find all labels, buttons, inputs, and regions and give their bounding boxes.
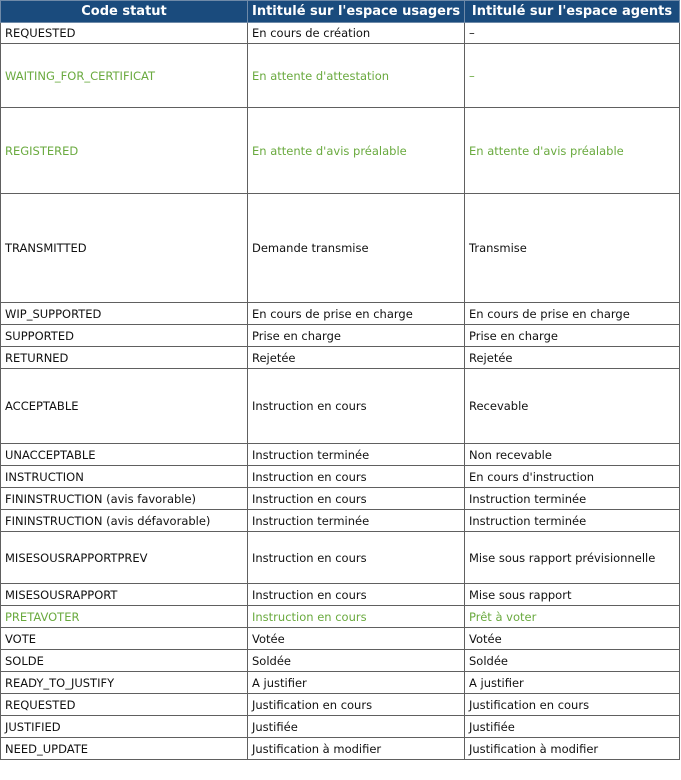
table-row [1, 606, 680, 628]
cell-usagers: En cours de prise en charge [248, 303, 465, 325]
cell-usagers: En attente d'avis préalable [248, 108, 465, 194]
cell-agents: Votée [465, 628, 680, 650]
table-row [1, 23, 680, 44]
header-agents: Intitulé sur l'espace agents [465, 1, 680, 23]
table-row [1, 694, 680, 716]
cell-agents: Transmise [465, 194, 680, 303]
cell-code: SUPPORTED [1, 325, 248, 347]
table-row [1, 628, 680, 650]
cell-code: FININSTRUCTION (avis défavorable) [1, 510, 248, 532]
cell-code: NEED_UPDATE [1, 738, 248, 760]
cell-agents: Justifiée [465, 716, 680, 738]
table-row [1, 325, 680, 347]
cell-code: SOLDE [1, 650, 248, 672]
cell-code: INSTRUCTION [1, 466, 248, 488]
cell-usagers: Demande transmise [248, 194, 465, 303]
cell-code: ACCEPTABLE [1, 369, 248, 444]
cell-code: FININSTRUCTION (avis favorable) [1, 488, 248, 510]
cell-agents: En attente d'avis préalable [465, 108, 680, 194]
cell-code: REQUESTED [1, 23, 248, 44]
cell-usagers: Soldée [248, 650, 465, 672]
table-row [1, 347, 680, 369]
cell-code: JUSTIFIED [1, 716, 248, 738]
cell-agents: Justification en cours [465, 694, 680, 716]
cell-usagers: Votée [248, 628, 465, 650]
table-row [1, 466, 680, 488]
table-row [1, 584, 680, 606]
cell-code: REQUESTED [1, 694, 248, 716]
table-row [1, 369, 680, 444]
table-row [1, 303, 680, 325]
cell-code: UNACCEPTABLE [1, 444, 248, 466]
table-row [1, 444, 680, 466]
table-row [1, 672, 680, 694]
cell-agents: Prise en charge [465, 325, 680, 347]
cell-usagers: En attente d'attestation [248, 44, 465, 108]
cell-agents: Instruction terminée [465, 510, 680, 532]
table-row [1, 738, 680, 760]
cell-usagers: Justifiée [248, 716, 465, 738]
cell-code: MISESOUSRAPPORTPREV [1, 532, 248, 584]
cell-usagers: Instruction terminée [248, 444, 465, 466]
cell-agents: – [465, 44, 680, 108]
cell-usagers: En cours de création [248, 23, 465, 44]
cell-usagers: Justification en cours [248, 694, 465, 716]
header-usagers: Intitulé sur l'espace usagers [248, 1, 465, 23]
cell-agents: Prêt à voter [465, 606, 680, 628]
table-row [1, 510, 680, 532]
header-code: Code statut [1, 1, 248, 23]
cell-usagers: Rejetée [248, 347, 465, 369]
cell-usagers: Justification à modifier [248, 738, 465, 760]
cell-agents: En cours de prise en charge [465, 303, 680, 325]
cell-code: MISESOUSRAPPORT [1, 584, 248, 606]
header-row [1, 1, 680, 23]
cell-usagers: Instruction en cours [248, 584, 465, 606]
cell-agents: A justifier [465, 672, 680, 694]
cell-usagers: Prise en charge [248, 325, 465, 347]
cell-agents: Justification à modifier [465, 738, 680, 760]
cell-usagers: Instruction en cours [248, 606, 465, 628]
cell-agents: Non recevable [465, 444, 680, 466]
table-row [1, 716, 680, 738]
table-row [1, 194, 680, 303]
table-row [1, 108, 680, 194]
cell-code: WAITING_FOR_CERTIFICAT [1, 44, 248, 108]
cell-agents: Mise sous rapport prévisionnelle [465, 532, 680, 584]
cell-code: VOTE [1, 628, 248, 650]
cell-code: REGISTERED [1, 108, 248, 194]
cell-agents: En cours d'instruction [465, 466, 680, 488]
table-row [1, 44, 680, 108]
cell-usagers: Instruction en cours [248, 532, 465, 584]
table-row [1, 532, 680, 584]
cell-usagers: Instruction en cours [248, 488, 465, 510]
cell-code: WIP_SUPPORTED [1, 303, 248, 325]
cell-code: READY_TO_JUSTIFY [1, 672, 248, 694]
cell-usagers: Instruction en cours [248, 369, 465, 444]
cell-agents: Rejetée [465, 347, 680, 369]
table-row [1, 650, 680, 672]
cell-agents: Soldée [465, 650, 680, 672]
table-body [1, 23, 680, 760]
cell-code: TRANSMITTED [1, 194, 248, 303]
cell-agents: – [465, 23, 680, 44]
cell-code: PRETAVOTER [1, 606, 248, 628]
cell-agents: Instruction terminée [465, 488, 680, 510]
cell-agents: Recevable [465, 369, 680, 444]
cell-agents: Mise sous rapport [465, 584, 680, 606]
cell-usagers: Instruction en cours [248, 466, 465, 488]
cell-usagers: Instruction terminée [248, 510, 465, 532]
cell-code: RETURNED [1, 347, 248, 369]
table-row [1, 488, 680, 510]
cell-usagers: A justifier [248, 672, 465, 694]
